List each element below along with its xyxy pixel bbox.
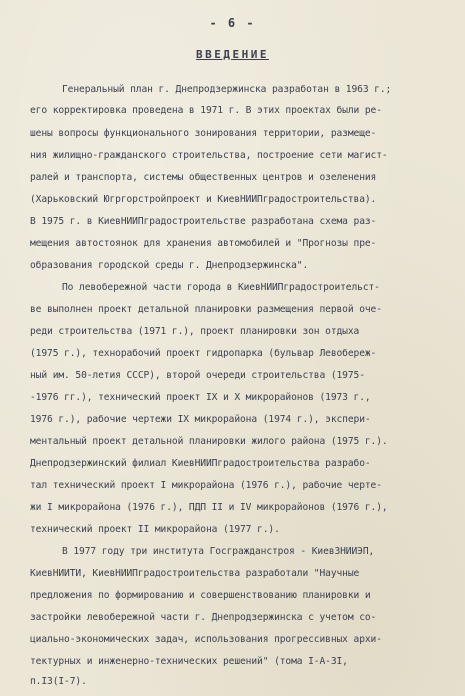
paragraph-line: циально-экономических задач, использования прогрессивных архи- [30,634,382,645]
paragraph-line: В 1975 г. в КиевНИИПградостроительстве разработана схема раз- [30,216,377,227]
paragraph-line: ментальный проект детальной планировки жилого района (1975 г.). [30,436,388,447]
paragraph-line: ния жилищно-гражданского строительства, построение сети магист- [30,150,388,161]
paragraph-line: ве выполнен проект детальной планировки размещения первой оче- [30,304,382,315]
paragraph-line: Днепродзержинский филиал КиевНИИПградостроительства разрабо- [30,458,371,469]
paragraph-line: реди строительства (1971 г.), проект планировки зон отдыха [30,326,360,337]
paragraph-line: ралей и транспорта, системы общественных центров и озеленения [30,172,377,183]
paragraph-line: застройки левобережной части г. Днепродзержинска с учетом со- [30,612,377,623]
paragraph-line: КиевНИИТИ, КиевНИИПградостроительства разработали "Научные [30,568,360,579]
paragraph-line: В 1977 году три института Госгражданстроя - КиевЗНИИЭП, [62,546,375,557]
paragraph-line: тектурных и инженерно-технических решений" (тома I-А-3I, [30,656,348,667]
paragraph-line: Генеральный план г. Днепродзержинска разработан в 1963 г.; [62,84,392,95]
paragraph-line: образования городской среды г. Днепродзержинска". [30,260,309,271]
paragraph-line: (Харьковский Югргорстройпроект и КиевНИИПградостроительства). [30,194,377,205]
paragraph-line: его корректировка проведена в 1971 г. В этих проектах были ре- [30,105,382,116]
paragraph-line: По левобережной части города в КиевНИИПградостроительст- [62,282,380,293]
paragraph-line: п.I3(I-7). [30,676,87,687]
paragraph-line: 1976 г.), рабочие чертежи IX микрорайона (1974 г.), экспери- [30,414,371,425]
paragraph-line: тал технический проект I микрорайона (1976 г.), рабочие черте- [30,480,382,491]
paragraph-line: -1976 гг.), технический проект IX и X микрорайонов (1973 г., [30,392,371,403]
paragraph-line: (1975 г.), технорабочий проект гидропарка (бульвар Левобереж- [30,348,377,359]
paragraph-line: ный им. 50-летия СССР), второй очереди строительства (1975- [30,370,365,381]
paragraph-line: мещения автостоянок для хранения автомобилей и "Прогнозы пре- [30,238,377,249]
page-number: - 6 - [209,16,256,30]
paragraph-line: жи I микрорайона (1976 г.), ПДП II и IV микрорайонов (1976 г.), [30,502,388,513]
section-heading: ВВЕДЕНИЕ [196,48,269,61]
paragraph-line: шены вопросы функционального зонирования территории, размеще- [30,128,377,139]
paragraph-line: предложения по формированию и совершенствованию планировки и [30,590,371,601]
paragraph-line: технический проект II микрорайона (1977 г.). [30,524,280,535]
